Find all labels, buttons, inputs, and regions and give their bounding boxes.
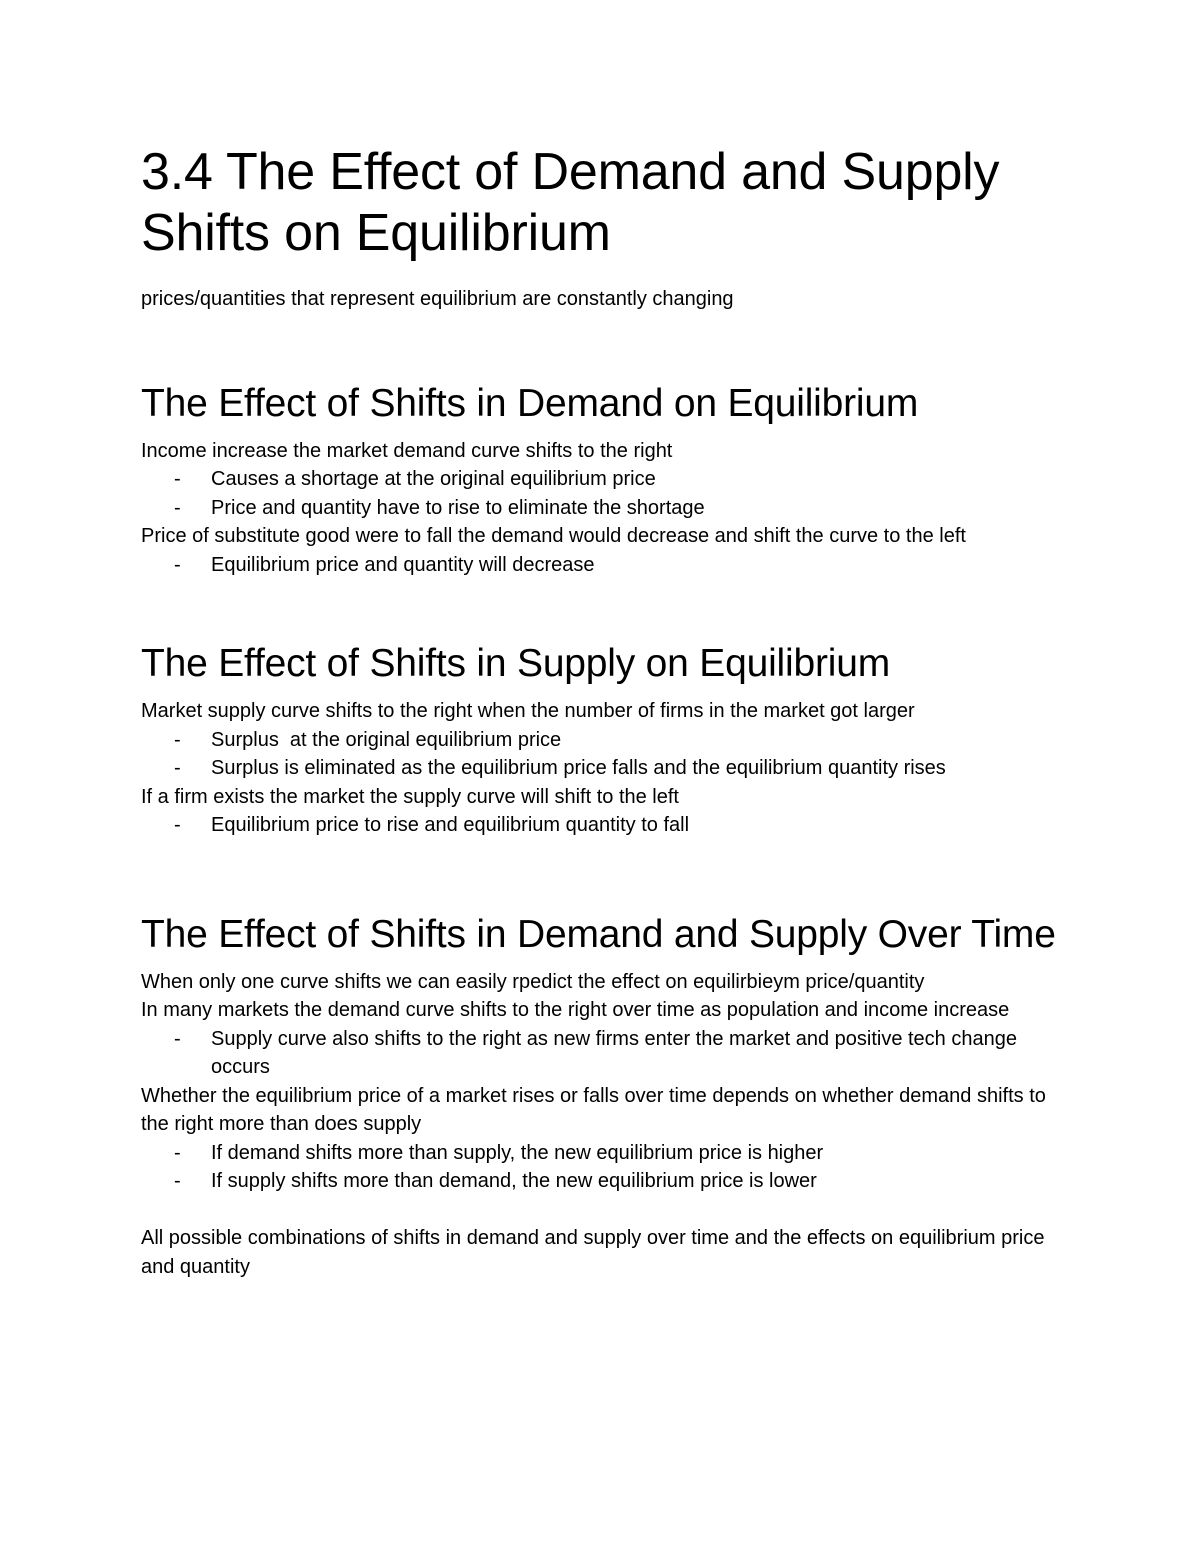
bullet-dash: - bbox=[174, 1170, 181, 1192]
section-1-paragraph-1: Income increase the market demand curve shifts to the right bbox=[141, 439, 673, 462]
bullet-dash: - bbox=[174, 757, 181, 779]
section-3-paragraph-2: In many markets the demand curve shifts to the right over time as population and income increase bbox=[141, 999, 1010, 1021]
section-3-paragraph-1: When only one curve shifts we can easily rpedict the effect on equilirbieym price/quantity bbox=[141, 970, 925, 993]
page-title: 3.4 The Effect of Demand and Supply Shifts on Equilibrium bbox=[141, 143, 1000, 262]
list-item bbox=[141, 1139, 1061, 1168]
document-body bbox=[141, 142, 1061, 1281]
list-item bbox=[141, 551, 1061, 580]
list-item-text: Price and quantity have to rise to eliminate the shortage bbox=[211, 496, 705, 519]
bullet-dash: - bbox=[174, 728, 181, 751]
list-item bbox=[141, 754, 1061, 783]
list-item-text: If supply shifts more than demand, the new equilibrium price is lower bbox=[211, 1170, 817, 1192]
list-item bbox=[141, 465, 1061, 494]
section-heading-supply: The Effect of Shifts in Supply on Equilibrium bbox=[141, 642, 891, 685]
section-heading-demand: The Effect of Shifts in Demand on Equilibrium bbox=[141, 381, 919, 425]
list-item bbox=[141, 726, 1061, 755]
section-3-paragraph-3: Whether the equilibrium price of a market rises or falls over time depends on whether demand shifts to the right more than does supply bbox=[141, 1084, 1046, 1135]
section-1-paragraph-2: Price of substitute good were to fall the demand would decrease and shift the curve to the left bbox=[141, 525, 966, 547]
list-item-text: If demand shifts more than supply, the new equilibrium price is higher bbox=[211, 1141, 824, 1164]
intro-paragraph: prices/quantities that represent equilibrium are constantly changing bbox=[141, 288, 734, 310]
section-2-paragraph-1: Market supply curve shifts to the right when the number of firms in the market got larger bbox=[141, 700, 915, 722]
list-item-text: Supply curve also shifts to the right as new firms enter the market and positive tech change occurs bbox=[211, 1027, 1017, 1078]
list-item-text: Equilibrium price and quantity will decrease bbox=[211, 553, 595, 576]
section-heading-over-time: The Effect of Shifts in Demand and Supply Over Time bbox=[141, 912, 1056, 956]
list-item bbox=[141, 811, 1061, 840]
list-item-text: Surplus at the original equilibrium price bbox=[211, 728, 562, 751]
list-item-text: Equilibrium price to rise and equilibrium quantity to fall bbox=[211, 814, 690, 836]
bullet-dash: - bbox=[174, 553, 181, 576]
bullet-dash: - bbox=[174, 1027, 181, 1050]
section-2-paragraph-2: If a firm exists the market the supply curve will shift to the left bbox=[141, 785, 679, 808]
section-3-paragraph-4: All possible combinations of shifts in demand and supply over time and the effects on equilibrium price and quantity bbox=[141, 1227, 1045, 1278]
bullet-dash: - bbox=[174, 496, 181, 519]
list-item bbox=[141, 1167, 1061, 1196]
list-item-text: Surplus is eliminated as the equilibrium price falls and the equilibrium quantity rises bbox=[211, 757, 946, 779]
bullet-dash: - bbox=[174, 1141, 181, 1164]
list-item bbox=[141, 1025, 1061, 1082]
list-item bbox=[141, 494, 1061, 523]
bullet-dash: - bbox=[174, 814, 181, 836]
bullet-dash: - bbox=[174, 468, 181, 490]
list-item-text: Causes a shortage at the original equilibrium price bbox=[211, 468, 656, 490]
